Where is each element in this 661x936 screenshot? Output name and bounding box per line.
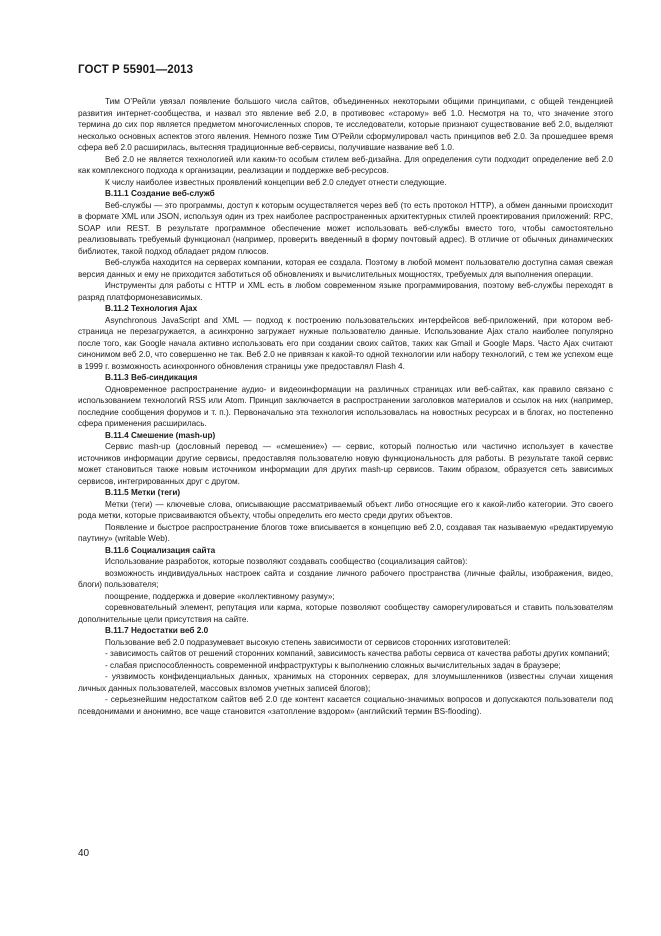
section-paragraph: Веб-службы — это программы, доступ к которым осуществляется через веб (то есть протокол HTTP), а обмен данными происходит в формате XML или JSON, используя один из трех наиболее распространенных архитектурных стилей проектирования приложений: RPC, SOAP или REST. В результате программное обеспечение может использовать веб-службы вместо того, чтобы самостоятельно реализовывать требуемый функционал (например, проверить введенный в форму почтовый адрес). В отличие от обычных динамических библиотек, такой подход обладает рядом плюсов.: [78, 200, 613, 256]
section-heading: В.11.1 Создание веб-служб: [105, 189, 215, 198]
section-heading: В.11.6 Социализация сайта: [105, 545, 216, 555]
list-item: - слабая приспособленность современной инфраструктуры к выполнению сложных вычислительных задач в браузере;: [105, 660, 561, 670]
section-paragraph: Появление и быстрое распространение блогов тоже вписывается в концепцию веб 2.0, создавая так называемую «редактируемую паутину» (writable Web).: [78, 522, 613, 543]
list-item: - зависимость сайтов от решений сторонних компаний, зависимость качества работы сервиса от качества работы других компаний;: [105, 649, 610, 658]
section-paragraph: Одновременное распространение аудио- и видеоинформации на различных страницах или веб-сайтах, как правило связано с использованием технологий RSS или Atom. Принцип заключается в распространении заголовков материалов и ссылок на них (например, последние сообщения форумов и т. п.). Первоначально эта технология использовалась на новостных ресурсах и в блогах, но постепенно сфера применения расширилась.: [78, 384, 613, 428]
page-content: [78, 96, 613, 717]
section-heading: В.11.5 Метки (теги): [105, 488, 181, 497]
section-paragraph: Инструменты для работы с HTTP и XML есть в любом современном языке программирования, поэтому веб-службы переходят в разряд платформонезависимых.: [78, 281, 613, 302]
drawbacks-list: [78, 648, 613, 717]
section-paragraph: возможность индивидуальных настроек сайта и создание личного рабочего пространства (личные файлы, изображения, видео, блоги) пользователя;: [78, 568, 613, 589]
section-paragraph: поощрение, поддержка и доверие «коллективному разуму»;: [105, 591, 335, 601]
section-paragraph: Пользование веб 2.0 подразумевает высокую степень зависимости от сервисов сторонних изготовителей:: [105, 637, 511, 647]
section-paragraph: Метки (теги) — ключевые слова, описывающие рассматриваемый объект либо относящие его к какой-либо категории. Это своего рода метки, которые присваиваются объекту, чтобы определить его место среди других объектов.: [78, 499, 613, 520]
intro-paragraph: Веб 2.0 не является технологией или каким-то особым стилем веб-дизайна. Для определения сути подходит определение веб 2.0 как комплексного подхода к организации, реализации и поддержке веб-ресурсов.: [78, 154, 613, 175]
section-paragraph: соревновательный элемент, репутация или карма, которые позволяют сообществу саморегулироваться и ставить пользователям дополнительные цели присутствия на сайте.: [78, 603, 613, 624]
list-item: - серьезнейшим недостатком сайтов веб 2.0 где контент касается социально-значимых вопросов и допускаются пользователи под псевдонимами и анонимно, все чаще становится «затопление вздором» (английский термин BS-flooding).: [78, 695, 613, 716]
section-heading: В.11.3 Веб-синдикация: [105, 373, 198, 382]
section-paragraph: Использование разработок, которые позволяют создавать сообщество (социализация сайтов):: [105, 557, 468, 566]
page-number: 40: [78, 848, 90, 859]
document-header: ГОСТ Р 55901—2013: [78, 64, 194, 76]
section-heading: В.11.7 Недостатки веб 2.0: [105, 626, 209, 635]
section-paragraph: Сервис mash-up (дословный перевод — «смешение») — сервис, который полностью или частично использует в качестве источников информации другие сервисы, предоставляя пользователю новую функциональность для работы. В результате такой сервис может становиться также новым источником информации для других mash-up сервисов. Таким образом, образуется сеть зависимых сервисов, интегрированных друг с другом.: [78, 442, 613, 486]
intro-paragraph: К числу наиболее известных проявлений концепции веб 2.0 следует отнести следующие.: [105, 177, 447, 187]
list-item: - уязвимость конфиденциальных данных, хранимых на сторонних серверах, для злоумышленников (известны случаи хищения личных данных пользователей, массовых взломов учетных записей блогов);: [78, 672, 613, 693]
section-paragraph: Asynchronous JavaScript and XML — подход к построению пользовательских интерфейсов веб-приложений, при котором веб-страница не перезагружается, а асинхронно загружает нужные пользователю данные. Использование Ajax стало наиболее популярно после того, как Google начала активно использовать его при создании своих сайтов, таких как Gmail и Google Maps. Часто Ajax считают синонимом веб 2.0, что совершенно не так. Веб 2.0 не привязан к какой-то одной технологии или набору технологий, с тем же успехом еще в 1999 г. возможность асинхронного обновления страницы уже предоставлял Flash 4.: [78, 315, 613, 371]
intro-paragraph: Тим О’Рейли увязал появление большого числа сайтов, объединенных некоторыми общими принципами, с общей тенденцией развития интернет-сообщества, и назвал это явление веб 2.0, в противовес «старому» веб 1.0. Несмотря на то, что значение этого термина до сих пор является предметом многочисленных споров, те исследователи, которые признают существование веб 2.0, выделяют несколько основных аспектов этого явления. Немного позже Тим О’Рейли сформулировал часть принципов веб 2.0. За прошедшее время сфера веб 2.0 расширилась, вытесняя традиционные веб-сервисы, получившие название веб 1.0.: [78, 97, 613, 152]
section-paragraph: Веб-служба находится на серверах компании, которая ее создала. Поэтому в любой момент пользователю доступна самая свежая версия данных и ему не приходится заботиться об обновлениях и вычислительных мощностях, требуемых для выполнения операции.: [78, 258, 613, 279]
section-heading: В.11.4 Смешение (mash-up): [105, 430, 216, 440]
section-heading: В.11.2 Технология Ajax: [105, 304, 198, 313]
